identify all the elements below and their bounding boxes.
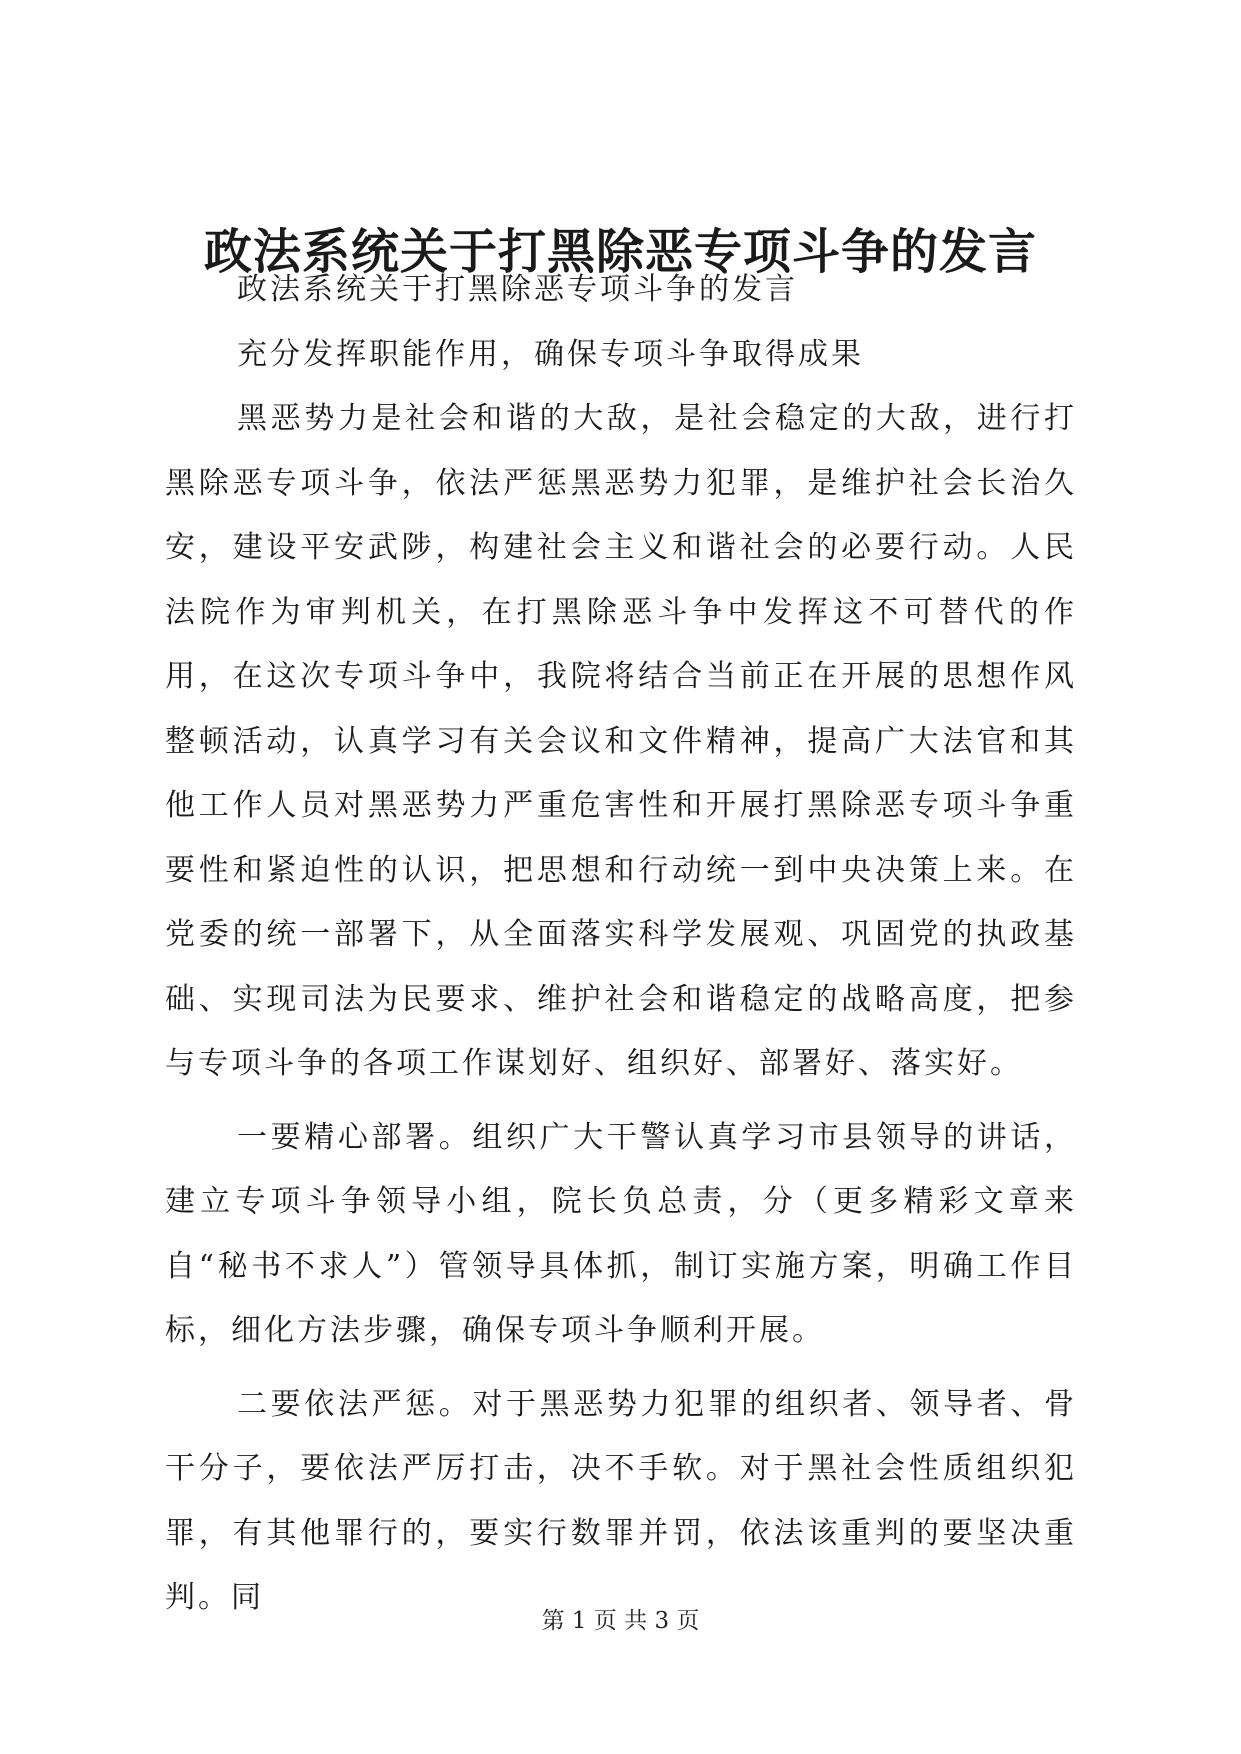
paragraph-intro: 黑恶势力是社会和谐的大敌，是社会稳定的大敌，进行打黑除恶专项斗争，依法严惩黑恶势力犯罪，是维护社会长治久安，建设平安武陟，构建社会主义和谐社会的必要行动。人民法院作为审判机关，在打黑除恶斗争中发挥这不可替代的作用，在这次专项斗争中，我院将结合当前正在开展的思想作风整顿活动，认真学习有关会议和文件精神，提高广大法官和其他工作人员对黑恶势力严重危害性和开展打黑除恶专项斗争重要性和紧迫性的认识，把思想和行动统一到中央决策上来。在党委的统一部署下，从全面落实科学发展观、巩固党的执政基础、实现司法为民要求、维护社会和谐稳定的战略高度，把参与专项斗争的各项工作谋划好、组织好、部署好、落实好。 xyxy=(165,401,1077,1081)
subtitle-line: 政法系统关于打黑除恶专项斗争的发言 xyxy=(237,272,798,307)
page-number-footer: 第 1 页 共 3 页 xyxy=(541,1608,700,1634)
document-body xyxy=(165,258,1077,1631)
document-title: 政法系统关于打黑除恶专项斗争的发言 xyxy=(203,224,1037,280)
paragraph-punish: 二要依法严惩。对于黑恶势力犯罪的组织者、领导者、骨干分子，要依法严厉打击，决不手软。对于黑社会性质组织犯罪，有其他罪行的，要实行数罪并罚，依法该重判的要坚决重判。同 xyxy=(165,1386,1077,1615)
paragraph-gap xyxy=(165,1364,1077,1373)
heading-line: 充分发挥职能作用，确保专项斗争取得成果 xyxy=(237,336,864,372)
paragraph-gap xyxy=(165,1097,1077,1106)
paragraph-deploy: 一要精心部署。组织广大干警认真学习市县领导的讲话，建立专项斗争领导小组，院长负总责，分（更多精彩文章来自“秘书不求人”）管领导具体抓，制订实施方案，明确工作目标，细化方法步骤，确保专项斗争顺利开展。 xyxy=(165,1119,1077,1348)
